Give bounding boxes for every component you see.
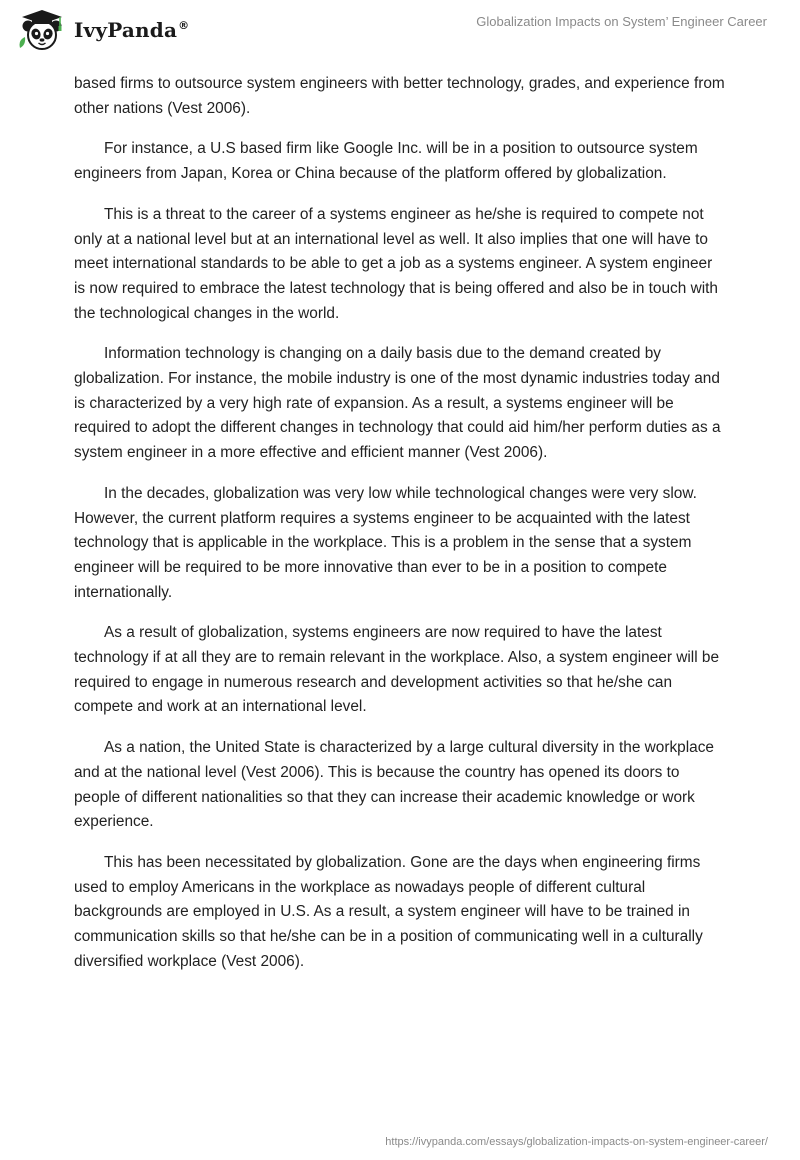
paragraph: As a result of globalization, systems engineers are now required to have the latest technology if at all they are to remain relevant in the workplace. Also, a system engineer will be required to engage in numerous research and development activities so that he/she can compete and work at an international level. [74,624,720,716]
essay-body [74,72,726,991]
panda-graduation-cap-icon [16,8,68,52]
paragraph: This has been necessitated by globalization. Gone are the days when engineering firms used to employ Americans in the workplace as nowadays people of different cultural backgrounds are employed in U.S. As a result, a system engineer will have to be trained in communication skills so that he/she can be in a position of communicating well in a culturally diversified workplace (Vest 2006). [74,853,703,970]
source-url[interactable]: https://ivypanda.com/essays/globalization-impacts-on-system-engineer-career/ [385,1136,768,1148]
brand-name: IvyPanda® [74,18,190,42]
paragraph: This is a threat to the career of a systems engineer as he/she is required to compete not only at a national level but at an international level as well. It also implies that one will have to meet international standards to be able to get a job as a systems engineer. A system engineer is now required to embrace the latest technology that is being offered and also be in touch with the technological changes in the world. [74,205,718,322]
paragraph: As a nation, the United State is characterized by a large cultural diversity in the workplace and at the national level (Vest 2006). This is because the country has opened its doors to people of different nationalities so that they can increase their academic knowledge or work experience. [74,739,714,831]
paragraph: Information technology is changing on a daily basis due to the demand created by globalization. For instance, the mobile industry is one of the most dynamic industries today and is characterized by a very high rate of expansion. As a result, a systems engineer will be required to adopt the different changes in technology that could aid him/her perform duties as a system engineer in a more effective and efficient manner (Vest 2006). [74,345,721,462]
brand-logo[interactable] [16,8,189,52]
page-header [0,0,800,62]
document-title: Globalization Impacts on System’ Engineer Career [476,14,767,29]
paragraph-continuation: based firms to outsource system engineers with better technology, grades, and experience from other nations (Vest 2006). [74,75,725,117]
paragraph: In the decades, globalization was very low while technological changes were very slow. However, the current platform requires a systems engineer to be acquainted with the latest technology that is applicable in the workplace. This is a problem in the sense that a system engineer will be required to be more innovative than ever to be in a position to compete internationally. [74,484,697,601]
registered-mark: ® [178,19,190,33]
paragraph: For instance, a U.S based firm like Google Inc. will be in a position to outsource system engineers from Japan, Korea or China because of the platform offered by globalization. [74,140,698,183]
